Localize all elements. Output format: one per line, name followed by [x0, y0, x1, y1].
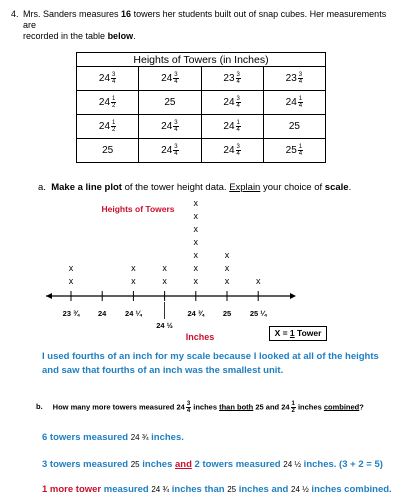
cell-denominator: 4 — [174, 127, 178, 133]
arrow-right-icon — [290, 293, 296, 299]
plot-mark: x — [255, 276, 261, 286]
cell-numerator: 1 — [112, 96, 116, 102]
table-cell — [77, 139, 139, 163]
x-axis-label: Inches — [185, 332, 215, 342]
table-row — [77, 67, 326, 91]
table-cell — [139, 139, 201, 163]
plot-mark: x — [162, 276, 167, 286]
table-cell — [201, 139, 263, 163]
cell-denominator: 4 — [298, 103, 303, 109]
cell-whole: 24 — [161, 121, 173, 132]
answer-b-line-3: 1 more tower measured 24 ¾ inches than 25 inches and 24 ½ inches combined. — [42, 484, 392, 495]
cell-denominator: 4 — [236, 79, 240, 85]
cell-whole: 24 — [223, 145, 235, 156]
answer-a: I used fourths of an inch for my scale because I looked at all of the heights and saw that fourths of an inch was the smallest unit. — [42, 351, 379, 376]
answer-b-line-2: 3 towers measured 25 inches and 2 towers measured 24 ½ inches. (3 + 2 = 5) — [42, 459, 383, 470]
table-cell — [263, 139, 325, 163]
plot-mark: x — [193, 224, 199, 234]
tick-label: 24 ¼ — [125, 309, 142, 318]
cell-whole: 24 — [98, 73, 111, 84]
table-row — [77, 139, 326, 163]
table-cell — [201, 91, 263, 115]
intro-line-2: recorded in the table below. — [23, 31, 136, 41]
question-b: b. How many more towers measured 24 $\frac{3}{4}$ inches than both 25 and 24 $\frac{1}{2}$ inches combined? — [36, 401, 364, 414]
plot-title: Heights of Towers — [101, 204, 175, 214]
cell-denominator: 4 — [236, 151, 240, 157]
table-cell — [77, 115, 139, 139]
table-cell — [139, 67, 201, 91]
cell-whole: 23 — [223, 73, 235, 84]
table-row — [77, 91, 326, 115]
tick-label: 25 — [222, 309, 232, 318]
cell-denominator: 2 — [112, 127, 116, 133]
plot-mark: x — [68, 263, 74, 273]
line-plot — [0, 195, 410, 345]
plot-legend: X = 1 Tower — [269, 326, 327, 341]
arrow-left-icon — [46, 293, 52, 299]
cell-whole: 24 — [285, 97, 297, 108]
tick-label: 24 ½ — [156, 321, 173, 330]
cell-numerator: 3 — [174, 144, 178, 150]
plot-mark: x — [131, 276, 136, 286]
tick-label: 25 ¼ — [249, 309, 267, 318]
cell-numerator: 3 — [236, 96, 240, 102]
table-cell — [139, 91, 201, 115]
plot-mark: x — [193, 237, 199, 247]
plot-mark: x — [224, 276, 230, 286]
plot-mark: x — [193, 198, 199, 208]
cell-whole: 23 — [285, 73, 297, 84]
tick-label: 23 ¾ — [62, 309, 80, 318]
cell-numerator: 3 — [112, 72, 116, 78]
cell-numerator: 3 — [236, 72, 240, 78]
cell-denominator: 4 — [236, 103, 240, 109]
cell-whole: 24 — [223, 97, 235, 108]
plot-mark: x — [193, 250, 199, 260]
cell-denominator: 4 — [236, 127, 240, 133]
cell-numerator: 1 — [298, 96, 303, 102]
problem-intro — [11, 9, 401, 42]
cell-denominator: 2 — [112, 103, 116, 109]
plot-mark: x — [193, 211, 199, 221]
plot-mark: x — [131, 263, 136, 273]
tick-label: 24 — [98, 309, 107, 318]
table-cell — [263, 91, 325, 115]
answer-b-line-1: 6 towers measured 24 ¾ inches. — [42, 432, 184, 443]
table-cell — [263, 67, 325, 91]
table-cell — [139, 115, 201, 139]
table-cell — [201, 67, 263, 91]
table-cell — [263, 115, 325, 139]
plot-mark: x — [162, 263, 167, 273]
cell-whole: 24 — [98, 97, 111, 108]
intro-line-1: Mrs. Sanders measures 16 towers her students built out of snap cubes. Her measurements are — [23, 9, 387, 30]
tick-label: 24 ¾ — [187, 309, 205, 318]
table-title: Heights of Towers (in Inches) — [77, 53, 326, 67]
cell-denominator: 4 — [112, 79, 116, 85]
cell-whole: 24 — [161, 145, 173, 156]
cell-denominator: 4 — [174, 151, 178, 157]
cell-numerator: 3 — [236, 144, 240, 150]
cell-whole: 25 — [288, 121, 300, 132]
cell-denominator: 4 — [298, 79, 303, 85]
heights-table — [76, 52, 326, 163]
cell-whole: 24 — [161, 73, 173, 84]
plot-mark: x — [224, 263, 230, 273]
cell-numerator: 1 — [112, 120, 116, 126]
cell-whole: 25 — [164, 97, 176, 108]
table-cell — [201, 115, 263, 139]
question-a: a. Make a line plot of the tower height data. Explain your choice of scale. — [38, 182, 352, 193]
plot-mark: x — [193, 276, 199, 286]
cell-numerator: 3 — [174, 72, 178, 78]
cell-numerator: 3 — [298, 72, 303, 78]
plot-mark: x — [193, 263, 199, 273]
cell-whole: 25 — [285, 145, 297, 156]
cell-numerator: 1 — [236, 120, 240, 126]
table-cell — [77, 91, 139, 115]
cell-numerator: 3 — [174, 120, 178, 126]
cell-denominator: 4 — [298, 151, 303, 157]
cell-whole: 24 — [223, 121, 235, 132]
plot-mark: x — [224, 250, 230, 260]
cell-numerator: 1 — [298, 144, 303, 150]
cell-whole: 24 — [98, 121, 111, 132]
plot-mark: x — [68, 276, 74, 286]
problem-number: 4. — [11, 9, 19, 19]
cell-denominator: 4 — [174, 79, 178, 85]
table-row — [77, 115, 326, 139]
cell-whole: 25 — [102, 145, 114, 156]
table-cell — [77, 67, 139, 91]
